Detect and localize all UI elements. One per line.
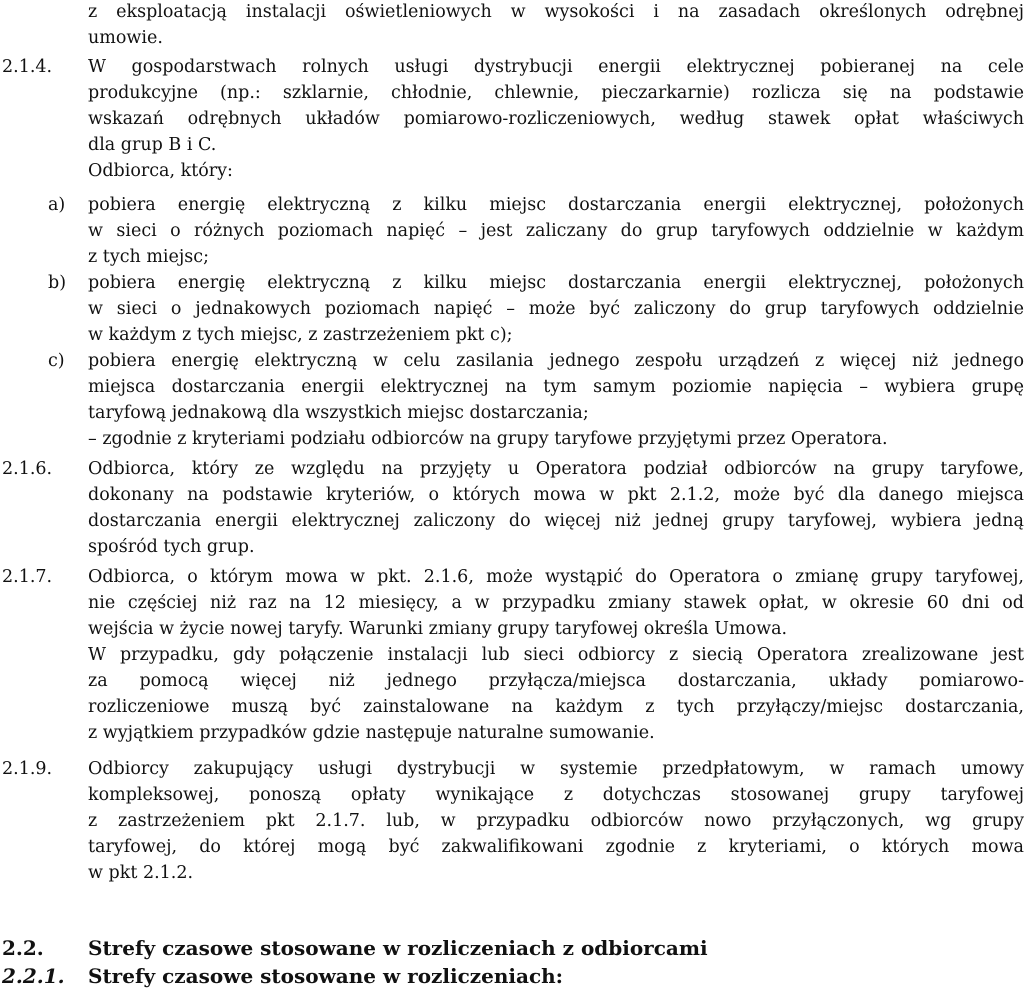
paragraph-p216 [88, 456, 1024, 560]
paragraph-pa [88, 192, 1024, 270]
text-line: pobiera energię elektryczną z kilku miejsc dostarczania energii elektrycznej, położonych [88, 195, 1024, 215]
paragraph-odbiorca [88, 158, 1024, 184]
text-line: Odbiorca, który ze względu na przyjęty u Operatora podział odbiorców na grupy taryfowe, [88, 459, 1024, 479]
paragraph-number: 2.1.6. [2, 459, 53, 479]
text-line: z wyjątkiem przypadków gdzie następuje naturalne sumowanie. [88, 723, 655, 743]
paragraph-number: 2.1.4. [2, 57, 53, 77]
text-line: W gospodarstwach rolnych usługi dystrybucji energii elektrycznej pobieranej na cele [88, 57, 1024, 77]
text-line: Odbiorca, o którym mowa w pkt. 2.1.6, może wystąpić do Operatora o zmianę grupy taryfowej, [88, 567, 1024, 587]
text-line: z eksploatacją instalacji oświetleniowych w wysokości i na zasadach określonych odrębnej [88, 2, 1024, 22]
text-line: nie częściej niż raz na 12 miesięcy, a w przypadku zmiany stawek opłat, w okresie 60 dni od [88, 593, 1024, 613]
text-line: Odbiorca, który: [88, 161, 233, 181]
text-line: spośród tych grup. [88, 537, 255, 557]
section-heading-h22: Strefy czasowe stosowane w rozliczeniach z odbiorcami [88, 936, 708, 960]
section-number: 2.2. [2, 936, 44, 960]
text-line: w każdym z tych miejsc, z zastrzeżeniem pkt c); [88, 325, 513, 345]
text-line: w sieci o jednakowych poziomach napięć – może być zaliczony do grup taryfowych oddzielnie [88, 299, 1024, 319]
text-line: pobiera energię elektryczną w celu zasilania jednego zespołu urządzeń z więcej niż jednego [88, 351, 1024, 371]
text-line: z tych miejsc; [88, 247, 209, 267]
text-line: w sieci o różnych poziomach napięć – jest zaliczany do grup taryfowych oddzielnie w każdym [88, 221, 1024, 241]
paragraph-p214 [88, 54, 1024, 158]
text-line: w pkt 2.1.2. [88, 863, 194, 883]
section-heading-h221: Strefy czasowe stosowane w rozliczeniach: [88, 964, 564, 988]
paragraph-number: 2.1.7. [2, 567, 53, 587]
paragraph-p219 [88, 756, 1024, 886]
text-line: umowie. [88, 28, 163, 48]
text-line: Odbiorcy zakupujący usługi dystrybucji w systemie przedpłatowym, w ramach umowy [88, 759, 1024, 779]
paragraph-number: c) [48, 351, 65, 371]
text-line: za pomocą więcej niż jednego przyłącza/miejsca dostarczania, układy pomiarowo- [88, 671, 1024, 691]
text-line: wejścia w życie nowej taryfy. Warunki zmiany grupy taryfowej określa Umowa. [88, 619, 788, 639]
paragraph-p217 [88, 564, 1024, 746]
text-line: – zgodnie z kryteriami podziału odbiorców na grupy taryfowe przyjętymi przez Operatora. [88, 429, 888, 449]
text-line: rozliczeniowe muszą być zainstalowane na każdym z tych przyłączy/miejsc dostarczania, [88, 697, 1024, 717]
text-line: dostarczania energii elektrycznej zaliczony do więcej niż jednej grupy taryfowej, wybiera jedną [88, 511, 1024, 531]
text-line: wskazań odrębnych układów pomiarowo-rozliczeniowych, według stawek opłat właściwych [88, 109, 1024, 129]
text-line: produkcyjne (np.: szklarnie, chłodnie, chlewnie, pieczarkarnie) rozlicza się na podstawie [88, 83, 1024, 103]
text-line: z zastrzeżeniem pkt 2.1.7. lub, w przypadku odbiorców nowo przyłączonych, wg grupy [88, 811, 1024, 831]
text-line: taryfową jednakową dla wszystkich miejsc dostarczania; [88, 403, 589, 423]
paragraph-pc [88, 348, 1024, 452]
paragraph-intro [88, 0, 1024, 51]
text-line: miejsca dostarczania energii elektrycznej na tym samym poziomie napięcia – wybiera grupę [88, 377, 1024, 397]
text-line: dokonany na podstawie kryteriów, o których mowa w pkt 2.1.2, może być dla danego miejsca [88, 485, 1024, 505]
text-line: taryfowej, do której mogą być zakwalifikowani zgodnie z kryteriami, o których mowa [88, 837, 1024, 857]
text-line: pobiera energię elektryczną z kilku miejsc dostarczania energii elektrycznej, położonych [88, 273, 1024, 293]
paragraph-pb [88, 270, 1024, 348]
paragraph-number: 2.1.9. [2, 759, 53, 779]
section-number: 2.2.1. [2, 964, 65, 988]
paragraph-number: a) [48, 195, 66, 215]
text-line: dla grup B i C. [88, 135, 217, 155]
paragraph-number: b) [48, 273, 67, 293]
text-line: kompleksowej, ponoszą opłaty wynikające z dotychczas stosowanej grupy taryfowej [88, 785, 1024, 805]
text-line: W przypadku, gdy połączenie instalacji lub sieci odbiorcy z siecią Operatora zrealizowane jest [88, 645, 1024, 665]
